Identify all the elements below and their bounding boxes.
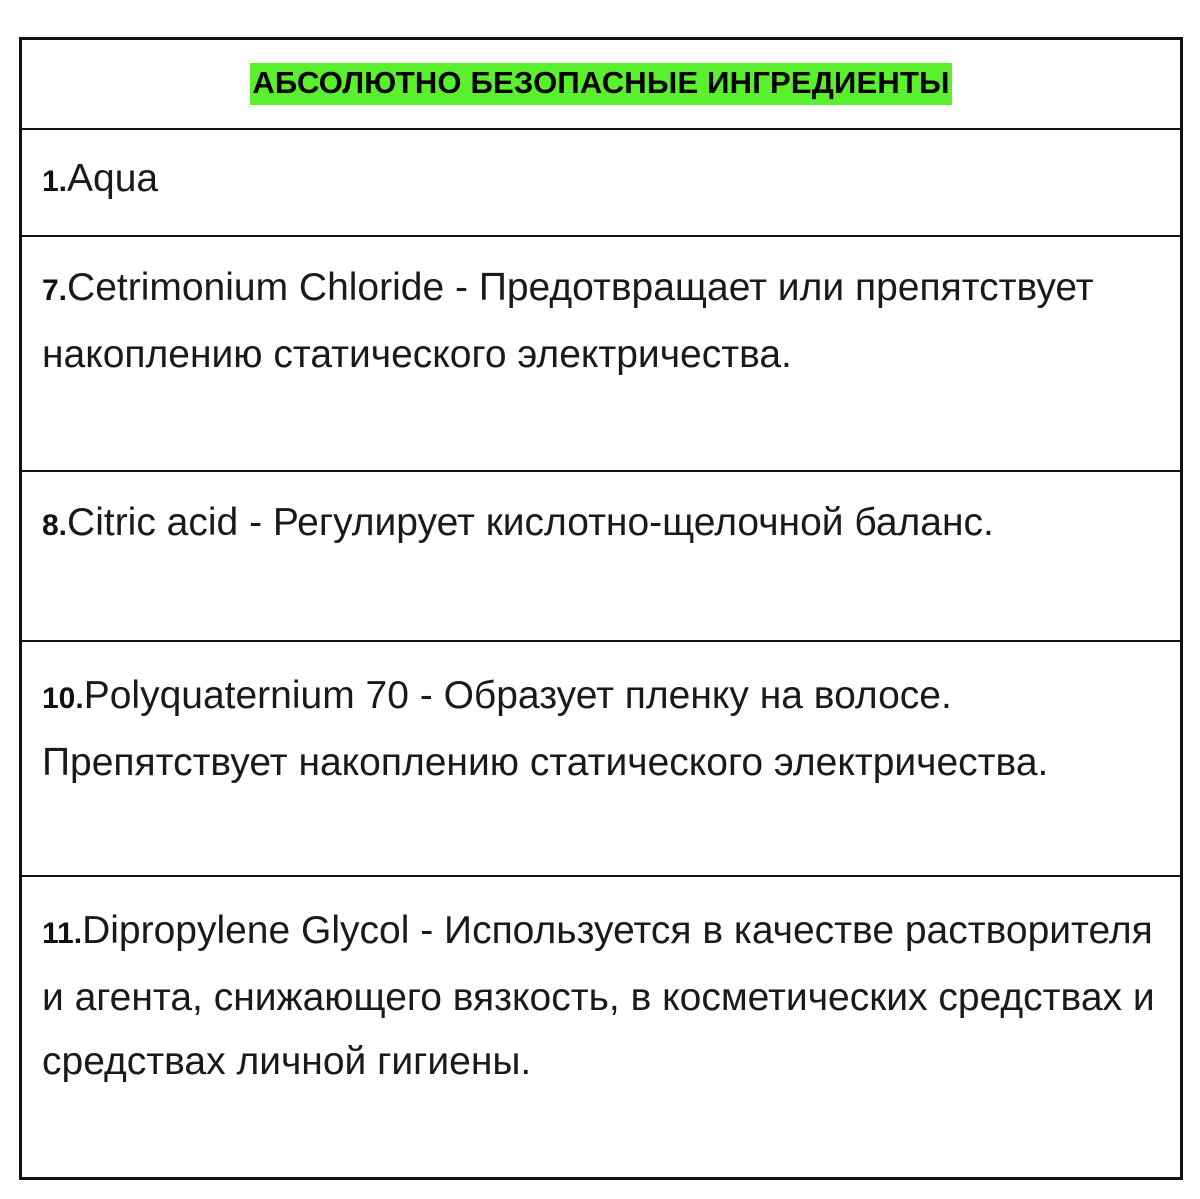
ingredient-number: 1. [42, 165, 68, 198]
ingredient-entry [42, 664, 1160, 795]
ingredient-number: 11. [42, 917, 83, 950]
ingredient-number: 10. [42, 682, 84, 715]
ingredient-text: Cetrimonium Chloride - Предотвращает или препятствует накоплению статического электричества. [42, 266, 1094, 376]
ingredient-text: Citric acid - Регулирует кислотно-щелочной баланс. [67, 501, 994, 544]
table-row [22, 470, 1180, 640]
ingredient-text: Aqua [67, 157, 159, 200]
ingredient-entry [42, 899, 1160, 1094]
table-row [22, 235, 1180, 470]
ingredient-entry [42, 256, 1160, 387]
ingredients-table [19, 37, 1183, 1180]
table-row [22, 875, 1180, 1177]
ingredient-number: 8. [42, 509, 68, 542]
ingredient-text: Dipropylene Glycol - Используется в качестве растворителя и агента, снижающего вязкость, в косметических средствах и средствах личной гигиены. [42, 909, 1155, 1083]
ingredient-entry [42, 491, 1160, 558]
ingredient-entry [42, 147, 1160, 214]
table-title: АБСОЛЮТНО БЕЗОПАСНЫЕ ИНГРЕДИЕНТЫ [250, 63, 951, 105]
table-row [22, 640, 1180, 875]
ingredient-number: 7. [42, 274, 68, 307]
table-row [22, 128, 1180, 235]
table-header-row [22, 40, 1180, 128]
ingredient-text: Polyquaternium 70 - Образует пленку на волосе. Препятствует накоплению статического электричества. [42, 674, 1049, 784]
